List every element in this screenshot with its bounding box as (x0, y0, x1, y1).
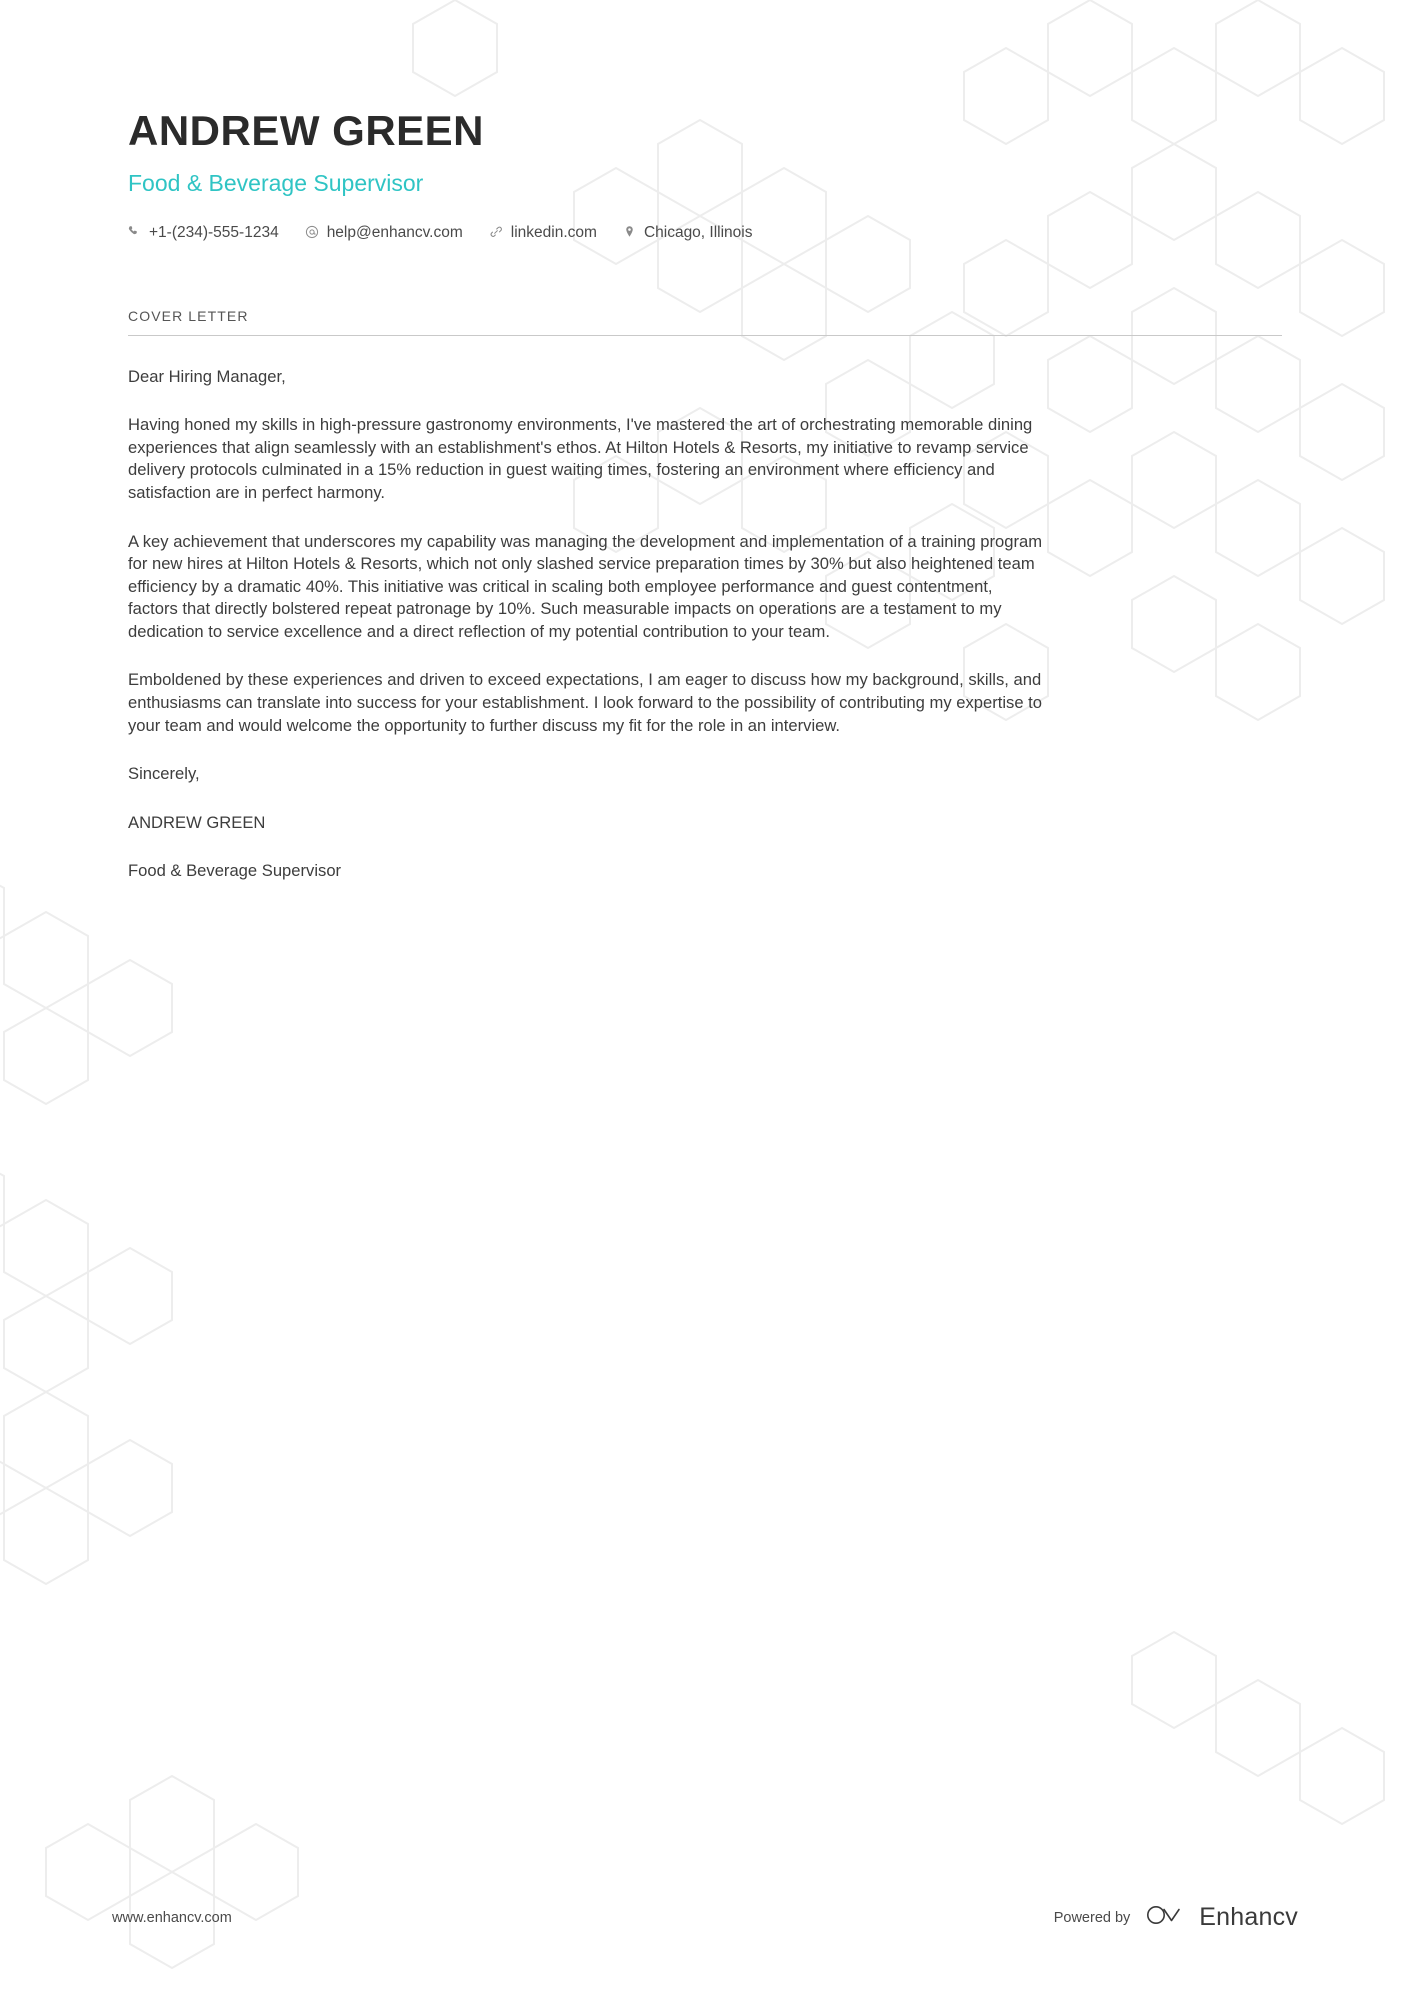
signature-name: ANDREW GREEN (128, 812, 266, 832)
phone-icon (128, 225, 141, 240)
enhancv-logo-icon (1144, 1902, 1190, 1933)
cover-letter-body (128, 336, 1282, 883)
job-title: Food & Beverage Supervisor (128, 170, 424, 197)
contact-link[interactable] (489, 224, 597, 242)
document-content (0, 0, 1410, 883)
enhancv-brand (1144, 1902, 1298, 1933)
signature-block (128, 763, 1282, 883)
enhancv-brand-name: Enhancv (1199, 1903, 1298, 1931)
section-heading-cover-letter: COVER LETTER (128, 308, 1282, 336)
contact-location (623, 224, 753, 242)
contact-link-text: linkedin.com (510, 223, 597, 241)
page-footer (0, 1902, 1410, 1933)
contact-location-text: Chicago, Illinois (643, 223, 753, 241)
footer-website-url[interactable]: www.enhancv.com (112, 1909, 232, 1926)
letter-paragraph-3: Emboldened by these experiences and driven to exceed expectations, I am eager to discuss how my background, skills, and enthusiasms can translate into success for your establishment. I look forward to the possibility of contributing my expertise to your team and would welcome the opportunity to further discuss my fit for the role in an interview. (128, 670, 1043, 735)
contact-email (305, 224, 463, 242)
contact-phone-text: +1-(234)-555-1234 (149, 223, 279, 241)
letter-closing: Sincerely, (128, 764, 200, 784)
email-icon (305, 225, 319, 241)
contact-phone (128, 224, 279, 242)
powered-by-block (1054, 1902, 1298, 1933)
letter-salutation: Dear Hiring Manager, (128, 366, 286, 386)
signature-role: Food & Beverage Supervisor (128, 861, 342, 881)
location-pin-icon (623, 225, 636, 240)
page-title: ANDREW GREEN (128, 107, 485, 154)
letter-paragraph-1: Having honed my skills in high-pressure gastronomy environments, I've mastered the art of orchestrating memorable dining experiences that align seamlessly with an establishment's ethos. At Hilton Hotels & Resorts, my initiative to revamp service delivery protocols culminated in a 15% reduction in guest waiting times, fostering an environment where efficiency and satisfaction are in perfect harmony. (128, 415, 1033, 503)
contact-row (128, 198, 1282, 242)
letter-paragraph-2: A key achievement that underscores my capability was managing the development and implementation of a training program for new hires at Hilton Hotels & Resorts, which not only slashed service preparation times by 30% but also heightened team efficiency by a dramatic 40%. This initiative was critical in scaling both employee performance and guest contentment, factors that directly bolstered repeat patronage by 10%. Such measurable impacts on operations are a testament to my dedication to service excellence and a direct reflection of my potential contribution to your team. (128, 531, 1043, 641)
contact-email-text: help@enhancv.com (326, 223, 463, 241)
powered-by-label: Powered by (1053, 1909, 1131, 1926)
link-icon (489, 225, 503, 241)
